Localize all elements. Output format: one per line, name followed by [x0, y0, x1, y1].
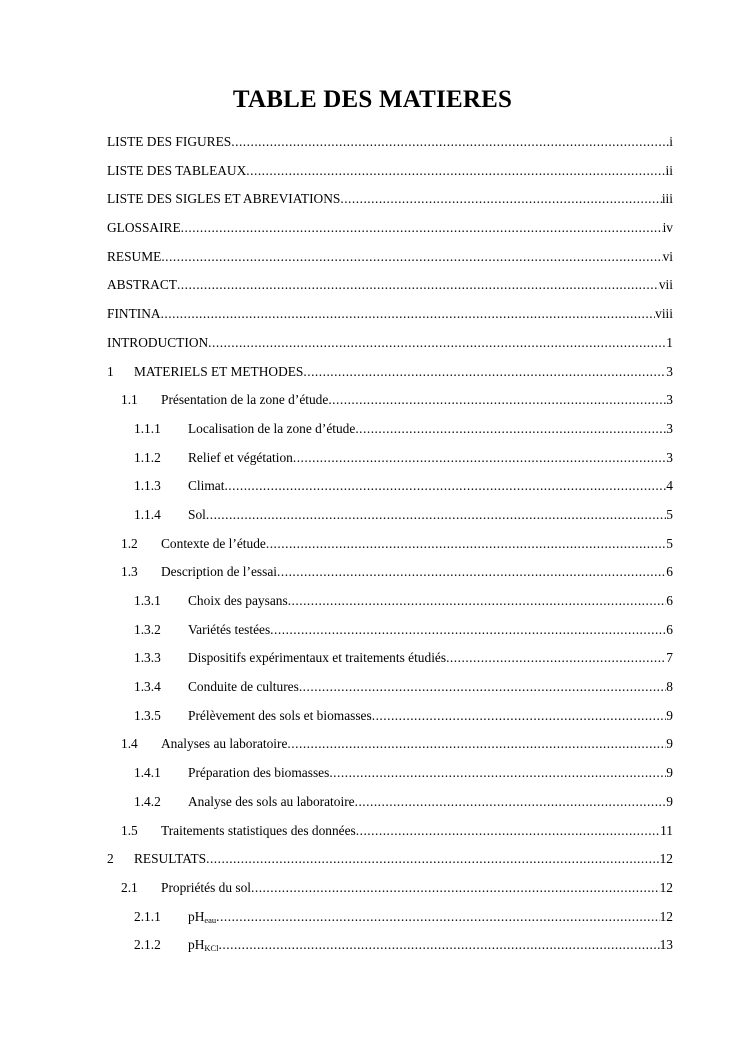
dot-leader: [287, 730, 666, 759]
toc-entry-label-text: Choix des paysans: [188, 593, 288, 608]
dot-leader: [161, 300, 656, 329]
toc-entry-label-text: Prélèvement des sols et biomasses: [188, 707, 372, 723]
toc-entry-number: 2.1: [121, 879, 138, 895]
toc-entry-label: [161, 558, 277, 587]
dot-leader: [288, 587, 667, 616]
toc-entry-page-number: 11: [660, 822, 673, 838]
toc-entry-label-text: Contexte de l’étude: [161, 535, 266, 551]
toc-entry-label-text: Traitements statistiques des données: [161, 822, 356, 838]
toc-entry[interactable]: [107, 702, 673, 731]
toc-entry-number: 1: [107, 363, 114, 379]
toc-entry-label-text: Sol: [188, 506, 206, 522]
toc-entry-label-text: FINTINA: [107, 306, 161, 322]
toc-entry-page-number: 12: [659, 879, 673, 895]
toc-entry-label: [188, 673, 299, 702]
toc-entry-label-text: INTRODUCTION: [107, 334, 209, 350]
toc-entry-page-number: 3: [666, 392, 673, 408]
toc-entry-page-number: 3: [666, 420, 673, 436]
toc-entry-label: [107, 300, 161, 329]
toc-entry-number: 2.1.2: [134, 937, 161, 953]
toc-entry[interactable]: [107, 415, 673, 444]
toc-entry-page-number: 5: [666, 506, 673, 522]
toc-entry-label-text: Dispositifs expérimentaux et traitements étudiés: [188, 650, 447, 666]
dot-leader: [219, 931, 660, 960]
toc-entry-number: 1.3.1: [134, 593, 161, 608]
dot-leader: [270, 616, 666, 645]
toc-entry[interactable]: [107, 300, 673, 329]
toc-entry-page-number: 7: [666, 650, 673, 666]
toc-entry-label: [107, 157, 246, 186]
toc-entry-label-text: Analyses au laboratoire: [161, 736, 288, 752]
toc-entry-label: [188, 616, 270, 645]
toc-entry-label: [161, 386, 328, 415]
dot-leader: [340, 185, 661, 214]
dot-leader: [303, 358, 666, 387]
toc-entry-label-text: RESUME: [107, 248, 162, 264]
toc-entry-label-text: Propriétés du sol: [161, 879, 252, 895]
toc-entry-number: 1.3: [121, 564, 138, 580]
toc-entry[interactable]: [107, 730, 673, 759]
toc-entry-number: 1.3.4: [134, 679, 161, 695]
toc-entry-label: [107, 214, 181, 243]
toc-entry[interactable]: [107, 444, 673, 473]
toc-entry-page-number: iii: [661, 191, 673, 207]
toc-entry-label-text: Analyse des sols au laboratoire: [188, 793, 355, 809]
toc-entry-label: [188, 644, 446, 673]
toc-entry-subscript: KCl: [204, 943, 219, 954]
toc-entry-number: 1.4.1: [134, 765, 161, 781]
dot-leader: [231, 128, 669, 157]
toc-entry-page-number: 3: [666, 363, 673, 379]
toc-entry-number: 1.4.2: [134, 793, 161, 809]
dot-leader: [181, 214, 663, 243]
toc-entry-page-number: 13: [659, 937, 673, 953]
toc-entry-page-number: 4: [666, 478, 673, 494]
toc-entry[interactable]: [107, 817, 673, 846]
toc-entry[interactable]: [107, 759, 673, 788]
toc-entry-label: [161, 817, 356, 846]
toc-entry[interactable]: [107, 501, 673, 530]
dot-leader: [372, 702, 667, 731]
toc-entry-page-number: 9: [666, 736, 673, 752]
toc-entry[interactable]: [107, 243, 673, 272]
toc-entry-page-number: i: [669, 134, 673, 149]
toc-entry-label: [188, 501, 206, 530]
dot-leader: [161, 243, 662, 272]
toc-entry-number: 1.1.1: [134, 420, 161, 436]
toc-entry[interactable]: [107, 931, 673, 960]
toc-entry[interactable]: [107, 673, 673, 702]
toc-entry[interactable]: [107, 558, 673, 587]
toc-entry-number: 1.1.3: [134, 478, 161, 494]
toc-entry-page-number: vi: [662, 248, 673, 264]
toc-entry-label-text: Localisation de la zone d’étude: [188, 420, 356, 436]
toc-entry-number: 1.2: [121, 535, 138, 551]
toc-entry[interactable]: [107, 530, 673, 559]
toc-entry[interactable]: [107, 845, 673, 874]
dot-leader: [251, 874, 660, 903]
dot-leader: [246, 157, 665, 186]
dot-leader: [277, 558, 666, 587]
toc-entry[interactable]: [107, 157, 673, 186]
dot-leader: [293, 444, 666, 473]
toc-entry-page-number: viii: [655, 306, 673, 322]
toc-entry-label-text: pH: [188, 908, 205, 924]
toc-entry-page-number: 9: [666, 707, 673, 723]
toc-entry[interactable]: [107, 128, 673, 157]
toc-entry-number: 1.3.5: [134, 707, 161, 723]
toc-entry[interactable]: [107, 644, 673, 673]
toc-entry-page-number: 3: [666, 449, 673, 465]
toc-entry-page-number: 6: [666, 564, 673, 580]
toc-entry-number: 1.1.2: [134, 449, 161, 465]
toc-entry-page-number: vii: [658, 277, 673, 293]
toc-entry-number: 1.1.4: [134, 506, 161, 522]
toc-entry-label-text: Conduite de cultures: [188, 679, 299, 695]
toc-entry[interactable]: [107, 214, 673, 243]
toc-entry-page-number: 9: [666, 793, 673, 809]
toc-entry-page-number: iv: [662, 220, 673, 236]
dot-leader: [355, 415, 666, 444]
toc-entry-label-text: MATERIELS ET METHODES: [134, 363, 304, 379]
toc-entry-page-number: 12: [659, 851, 673, 867]
dot-leader: [177, 271, 659, 300]
toc-entry-label: [134, 845, 206, 874]
toc-entry-label-text: Description de l’essai: [161, 564, 278, 580]
toc-entry-label: [188, 444, 293, 473]
toc-entry-label: [188, 702, 372, 731]
dot-leader: [329, 759, 666, 788]
dot-leader: [224, 472, 666, 501]
table-of-contents: [107, 128, 673, 960]
dot-leader: [446, 644, 666, 673]
toc-entry-label: [107, 128, 231, 157]
dot-leader: [355, 788, 667, 817]
dot-leader: [356, 817, 660, 846]
dot-leader: [299, 673, 666, 702]
toc-entry-label: [188, 415, 355, 444]
toc-entry-page-number: ii: [665, 162, 673, 178]
page-title: TABLE DES MATIERES: [232, 86, 513, 113]
toc-entry-page-number: 6: [666, 621, 673, 637]
toc-entry-label: [188, 788, 355, 817]
toc-entry-label: [188, 587, 288, 616]
toc-entry-label-text: pH: [188, 937, 205, 953]
toc-entry-label: [188, 759, 329, 788]
toc-entry-page-number: 12: [659, 908, 673, 924]
toc-entry-label-text: ABSTRACT: [107, 277, 177, 293]
toc-entry[interactable]: [107, 358, 673, 387]
toc-entry-number: 1.5: [121, 822, 138, 838]
toc-entry-label-text: Climat: [188, 478, 225, 494]
toc-entry[interactable]: [107, 903, 673, 932]
toc-entry-page-number: 9: [666, 765, 673, 781]
toc-entry-label: [107, 185, 340, 214]
toc-entry-number: 2.1.1: [134, 908, 161, 924]
toc-entry-page-number: 8: [666, 679, 673, 695]
toc-entry-label-text: Variétés testées: [188, 621, 271, 637]
toc-entry-label: [188, 472, 224, 501]
toc-entry[interactable]: [107, 788, 673, 817]
toc-entry-label-text: GLOSSAIRE: [107, 220, 181, 236]
toc-entry-label: [188, 903, 216, 932]
toc-entry-number: 2: [107, 851, 114, 867]
toc-entry[interactable]: [107, 271, 673, 300]
toc-entry-label-text: LISTE DES TABLEAUX: [107, 162, 247, 178]
toc-entry[interactable]: [107, 329, 673, 358]
toc-entry-number: 1.3.2: [134, 621, 161, 637]
toc-entry-page-number: 1: [666, 334, 673, 350]
toc-entry[interactable]: [107, 616, 673, 645]
toc-entry[interactable]: [107, 874, 673, 903]
toc-entry-number: 1.3.3: [134, 650, 161, 666]
dot-leader: [328, 386, 666, 415]
toc-entry-label: [188, 931, 219, 960]
toc-entry[interactable]: [107, 587, 673, 616]
toc-entry[interactable]: [107, 472, 673, 501]
toc-entry-label-text: LISTE DES FIGURES: [107, 134, 232, 149]
toc-entry-label-text: Préparation des biomasses: [188, 765, 330, 781]
dot-leader: [266, 530, 666, 559]
toc-entry-label-text: Relief et végétation: [188, 449, 293, 465]
toc-entry-number: 1.1: [121, 392, 138, 408]
dot-leader: [216, 903, 659, 932]
toc-entry[interactable]: [107, 386, 673, 415]
toc-entry-number: 1.4: [121, 736, 138, 752]
toc-entry-label: [161, 530, 266, 559]
toc-entry-label-text: RESULTATS: [134, 851, 207, 867]
toc-entry[interactable]: [107, 185, 673, 214]
toc-entry-label: [107, 329, 208, 358]
toc-entry-label: [107, 243, 161, 272]
toc-entry-label: [161, 874, 251, 903]
toc-entry-label: [134, 358, 303, 387]
dot-leader: [206, 501, 666, 530]
dot-leader: [206, 845, 660, 874]
toc-entry-label-text: LISTE DES SIGLES ET ABREVIATIONS: [107, 191, 341, 207]
toc-entry-subscript: eau: [204, 914, 217, 925]
toc-entry-page-number: 6: [666, 593, 673, 608]
toc-entry-label: [161, 730, 287, 759]
toc-entry-label: [107, 271, 177, 300]
toc-entry-label-text: Présentation de la zone d’étude: [161, 392, 329, 408]
toc-entry-page-number: 5: [666, 535, 673, 551]
dot-leader: [208, 329, 666, 358]
